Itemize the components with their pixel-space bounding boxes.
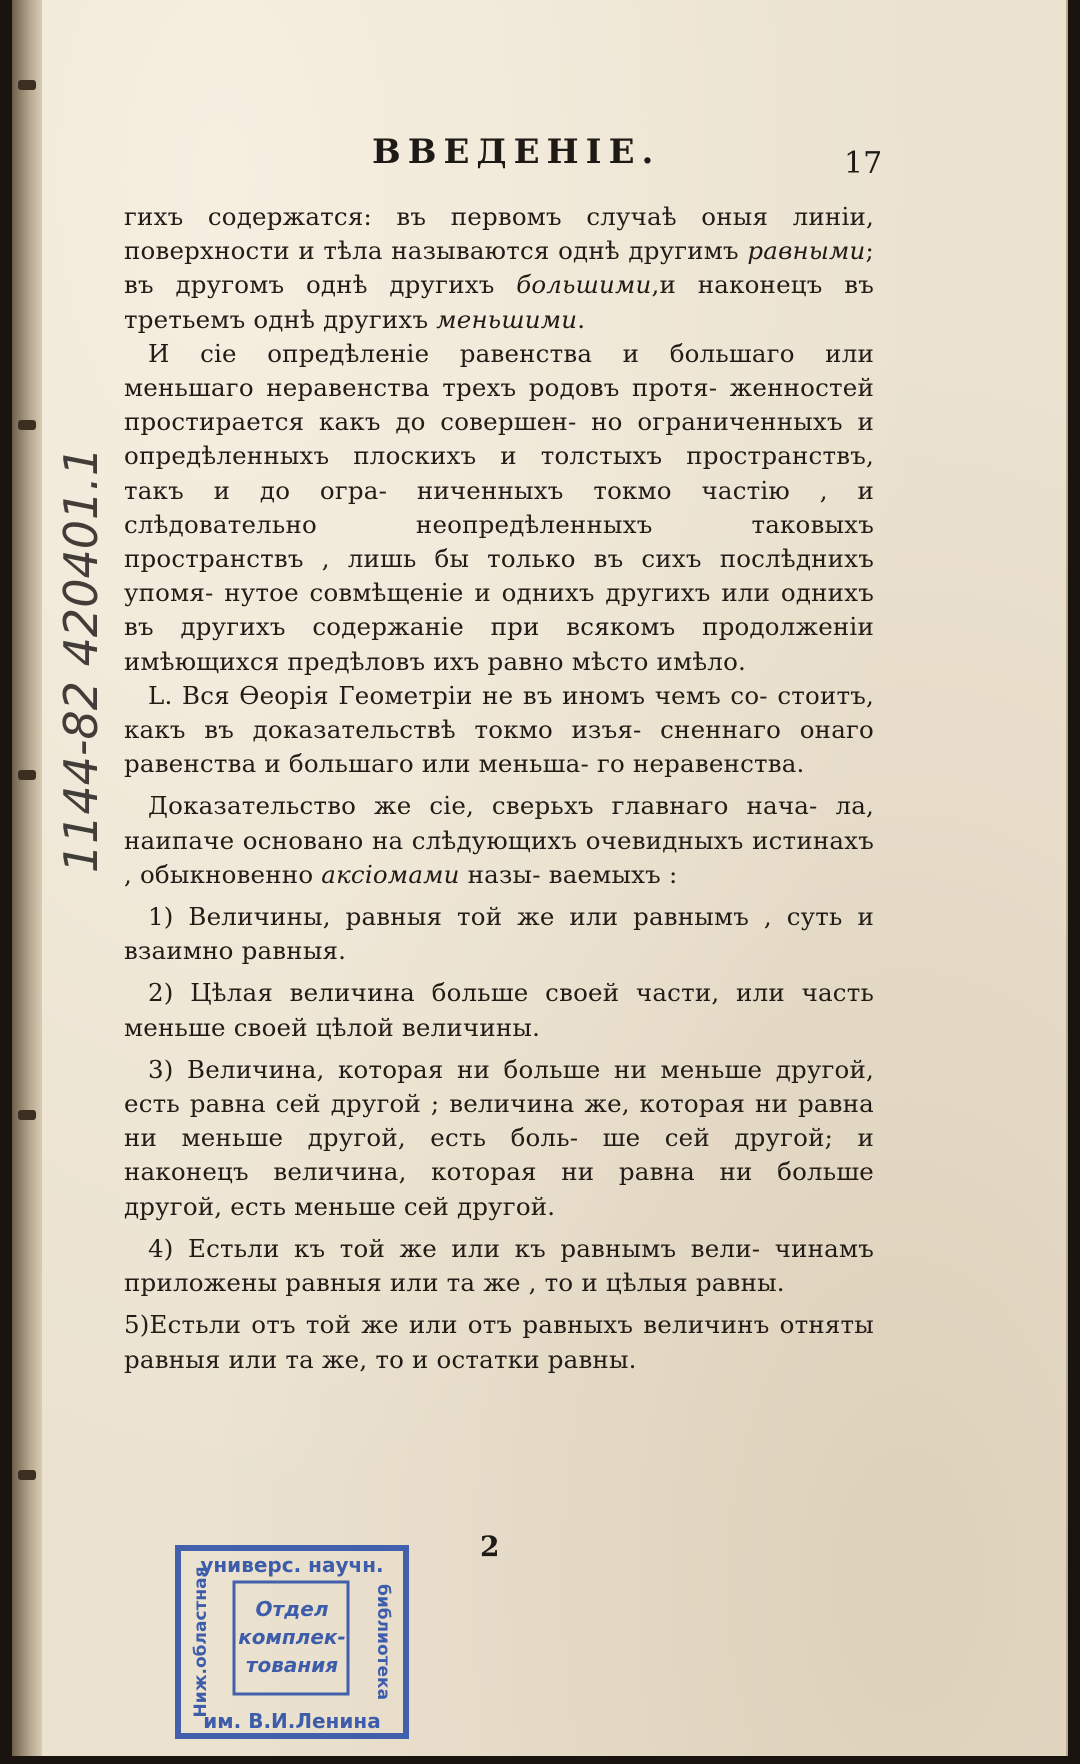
paragraph: [124, 337, 874, 679]
text-segment: цѣлыя равны.: [605, 1268, 785, 1298]
text-segment: сненнаго онаго равенства и большаго или меньша-: [124, 715, 874, 779]
text-segment: ше сей другой; и наконецъ величина, которая ни: [124, 1123, 874, 1187]
text-segment: суть и взаимно равныя.: [124, 902, 874, 966]
paragraph: [124, 789, 874, 892]
margin-note: 1144-82 420401.1: [54, 446, 108, 874]
sheet-signature-number: 2: [480, 1530, 500, 1563]
paragraph: [124, 1308, 874, 1376]
text-segment: часть меньше своей цѣлой величины.: [124, 978, 874, 1042]
emphasized-term: аксіомами: [321, 859, 460, 889]
binding-stitch: [18, 770, 36, 780]
paragraph: [124, 976, 874, 1044]
text-segment: 1) Величины, равныя той же или равнымъ ,: [148, 902, 772, 932]
page-number: 17: [844, 146, 883, 181]
text-segment: назы-: [459, 859, 541, 889]
stamp-line-top: универс. научн.: [200, 1553, 384, 1577]
binding-stitch: [18, 1110, 36, 1120]
text-segment: отняты равныя или та же, то и остатки равны.: [124, 1310, 874, 1374]
paragraph: [124, 679, 874, 782]
text-segment: имѣющихся предѣловъ ихъ равно мѣсто имѣло.: [124, 646, 747, 676]
text-segment: ла, наипаче основано на слѣдующихъ очевидныхъ: [124, 791, 874, 855]
text-segment: но ограниченныхъ и опредѣленныхъ плоскихъ: [124, 407, 874, 471]
handwritten-shelf-mark: [52, 400, 142, 920]
emphasized-term: равными: [747, 236, 866, 266]
page-header: [12, 132, 1066, 182]
paragraph: [124, 1232, 874, 1300]
paragraph: [124, 1053, 874, 1224]
text-segment: которая ни равна ни меньше другой, есть боль-: [124, 1089, 874, 1153]
paragraph: [124, 200, 874, 337]
binding-stitch: [18, 80, 36, 90]
text-segment: 5)Естьли отъ той же или отъ равныхъ величинъ: [124, 1310, 770, 1340]
text-segment: И сіе опредѣленіе равенства и большаго или: [148, 338, 874, 368]
stamp-inner-line: Отдел: [255, 1597, 329, 1621]
text-segment: ; въ другомъ однѣ другихъ: [124, 236, 874, 300]
book-page: [12, 0, 1068, 1756]
text-segment: го неравенства.: [596, 749, 805, 779]
text-segment: L. Вся Ѳеорія Геометріи не въ иномъ чемъ со-: [148, 680, 768, 710]
page-binding: [12, 0, 42, 1756]
body-text: [124, 200, 874, 1377]
text-segment: 4) Естьли къ той же или къ равнымъ вели-: [148, 1233, 761, 1263]
stamp-line-bottom: им. В.И.Ленина: [203, 1709, 381, 1733]
stamp-line-left: Ниж.областная: [191, 1566, 211, 1718]
text-segment: лишь бы только въ сихъ послѣднихъ упомя-: [124, 544, 874, 608]
text-segment: ,и: [651, 270, 677, 300]
text-segment: поверхности и тѣла называются однѣ другимъ: [124, 236, 739, 266]
text-segment: ваемыхъ :: [548, 859, 678, 889]
text-segment: меньшаго неравенства трехъ родовъ протя-: [124, 373, 718, 403]
text-segment: нутое совмѣщеніе и однихъ другихъ или однихъ: [224, 578, 874, 608]
paragraph: [124, 900, 874, 968]
text-segment: истинахъ , обыкновенно: [124, 825, 874, 889]
stamp-inner-line: комплек-: [238, 1625, 346, 1649]
text-segment: .: [577, 304, 586, 334]
text-segment: гихъ содержатся: въ первомъ случаѣ оныя линіи,: [124, 202, 874, 231]
running-title: ВВЕДЕНІЕ.: [372, 132, 661, 172]
binding-stitch: [18, 420, 36, 430]
text-segment: женностей простирается какъ до совершен-: [124, 373, 874, 437]
emphasized-term: меньшими: [436, 304, 578, 334]
text-segment: равна ни больше другой, есть меньше сей другой.: [124, 1157, 874, 1221]
emphasized-term: большими: [516, 270, 652, 300]
text-segment: другой, есть равна сей другой ; величина же,: [124, 1054, 874, 1119]
stamp-line-right: библиотека: [373, 1583, 393, 1701]
text-segment: Доказательство же сіе, сверьхъ главнаго нача-: [148, 791, 818, 821]
text-segment: неопредѣленныхъ таковыхъ пространствъ ,: [124, 509, 874, 574]
text-segment: ниченныхъ токмо частію , и слѣдовательно: [124, 475, 874, 539]
text-segment: и толстыхъ пространствъ, такъ и до огра-: [124, 441, 874, 505]
text-segment: 2) Цѣлая величина больше своей части, или: [148, 978, 785, 1008]
text-segment: въ другихъ содержаніе при всякомъ продолженіи: [124, 612, 874, 642]
library-stamp: [172, 1542, 412, 1742]
text-segment: чинамъ приложены равныя или та же , то и: [124, 1233, 874, 1298]
stamp-inner-line: тования: [245, 1653, 339, 1677]
text-segment: наконецъ въ третьемъ однѣ другихъ: [124, 270, 874, 334]
binding-stitch: [18, 1470, 36, 1480]
text-segment: 3) Величина, которая ни больше ни меньше: [148, 1054, 763, 1084]
text-segment: стоитъ, какъ въ доказательствѣ токмо изъя-: [124, 680, 874, 745]
